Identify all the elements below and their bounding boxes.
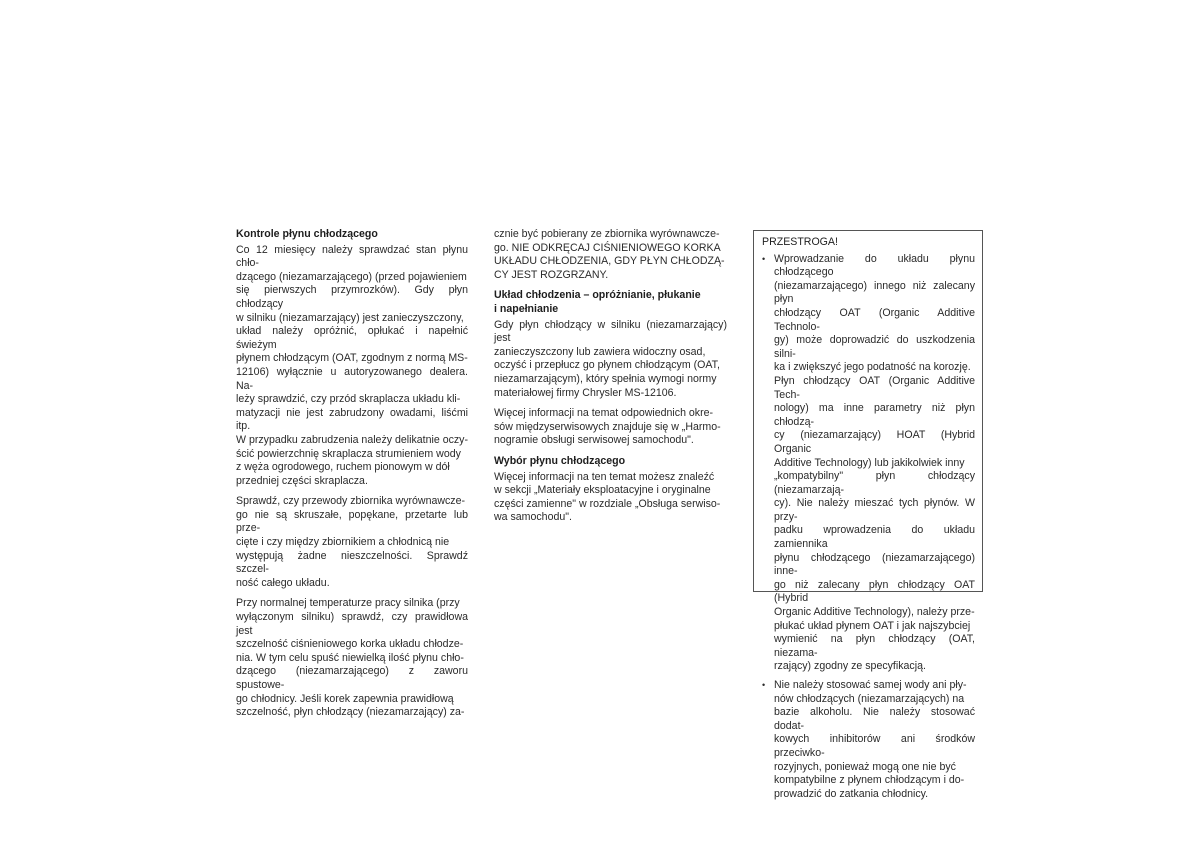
paragraph-fluids-ref: Więcej informacji na ten temat możesz znaleźć w sekcji „Materiały eksploatacyjne i oryginalne części zamienne" w rozdziale „Obsługa serwiso- wa samochodu". [494, 470, 721, 524]
paragraph-reservoir-hoses: Sprawdź, czy przewody zbiornika wyrównawcze- go nie są skruszałe, popękane, przetarte lub prze- cięte i czy między zbiornikiem a chłodnicą nie występują żadne nieszczelności. Sprawdź szczel- ność całego układu. [236, 495, 468, 589]
section-heading-drain-flush-refill: Układ chłodzenia – opróżnianie, płukanie i napełnianie [494, 289, 701, 315]
paragraph-pressure-cap-test: Przy normalnej temperaturze pracy silnika (przy wyłączonym silniku) sprawdź, czy prawidłowa jest szczelność ciśnieniowego korka układu chłodze- nia. W tym celu spuść niewielką ilość płynu chło- dzącego (niezamarzającego) z zaworu spustowe- go chłodnicy. Jeśli korek zapewnia prawidłową szczelność, płyn chłodzący (niezamarzający) za- [236, 597, 468, 719]
caution-item-no-water-alcohol [762, 679, 975, 801]
left-column [236, 228, 468, 727]
caution-title: PRZESTROGA! [762, 236, 838, 248]
section-heading-coolant-checks: Kontrole płynu chłodzącego [236, 228, 378, 240]
paragraph-coolant-check-interval: Co 12 miesięcy należy sprawdzać stan płynu chło- dzącego (niezamarzającego) (przed pojawieniem się pierwszych przymrozków). Gdy płyn chłodzący w silniku (niezamarzający) jest zanieczyszczony, układ należy opróżnić, opłukać i napełnić świeżym płynem chłodzącym (OAT, zgodnym z normą MS- 12106) wyłącznie u autoryzowanego dealera. Na- leży sprawdzić, czy przód skraplacza układu kli- matyzacji nie jest zabrudzony owadami, liśćmi itp. W przypadku zabrudzenia należy delikatnie oczy- ścić powierzchnię skraplacza strumieniem wody z węża ogrodowego, ruchem pionowym w dół przedniej części skraplacza. [236, 243, 469, 487]
bullet-icon: • [762, 680, 766, 690]
paragraph-pressure-cap-continued: cznie być pobierany ze zbiornika wyrównawcze- go. NIE ODKRĘCAJ CIŚNIENIOWEGO KORKA UKŁADU CHŁODZENIA, GDY PŁYN CHŁODZĄ- CY JEST ROZGRZANY. [494, 228, 725, 281]
middle-column [494, 228, 727, 532]
paragraph-flush-instructions: Gdy płyn chłodzący w silniku (niezamarzający) jest zanieczyszczony lub zawiera widoczny osad, oczyść i przepłucz go płynem chłodzącym (OAT, niezamarzającym), który spełnia wymogi normy materiałowej firmy Chrysler MS-12106. [494, 318, 727, 399]
caution-item-text: Wprowadzanie do układu płynu chłodzącego (niezamarzającego) innego niż zalecany płyn chłodzący OAT (Organic Additive Technolo- gy) może doprowadzić do uszkodzenia silni- ka i zwiększyć jego podatność na korozję. Płyn chłodzący OAT (Organic Additive Tech- nology) ma inne parametry niż płyn chłodzą- cy (niezamarzający) HOAT (Hybrid Organic Additive Technology) lub jakikolwiek inny „kompatybilny" płyn chłodzący (niezamarzają- cy). Nie należy mieszać tych płynów. W przy- padku wprowadzenia do układu zamiennika płynu chłodzącego (niezamarzającego) inne- go niż zalecany płyn chłodzący OAT (Hybrid Organic Additive Technology), należy prze- płukać układ płynem OAT i jak najszybciej wymienić na płyn chłodzący (OAT, niezama- rzający) zgodny ze specyfikacją. [774, 252, 975, 673]
bullet-icon: • [762, 253, 766, 264]
caution-item-oat-coolant [762, 253, 975, 674]
section-heading-coolant-selection: Wybór płynu chłodzącego [494, 454, 626, 467]
paragraph-service-schedule-ref: Więcej informacji na temat odpowiednich okre- sów międzyserwisowych znajduje się w „Harmo- nogramie obsługi serwisowej samochodu". [494, 407, 721, 447]
caution-item-text: Nie należy stosować samej wody ani pły- nów chłodzących (niezamarzających) na bazie alkoholu. Nie należy stosować dodat- kowych inhibitorów ani środków przeciwko- rozyjnych, ponieważ mogą one nie być kompatybilne z płynem chłodzącym i do- prowadzić do zatkania chłodnicy. [774, 679, 975, 800]
caution-box [753, 230, 983, 800]
